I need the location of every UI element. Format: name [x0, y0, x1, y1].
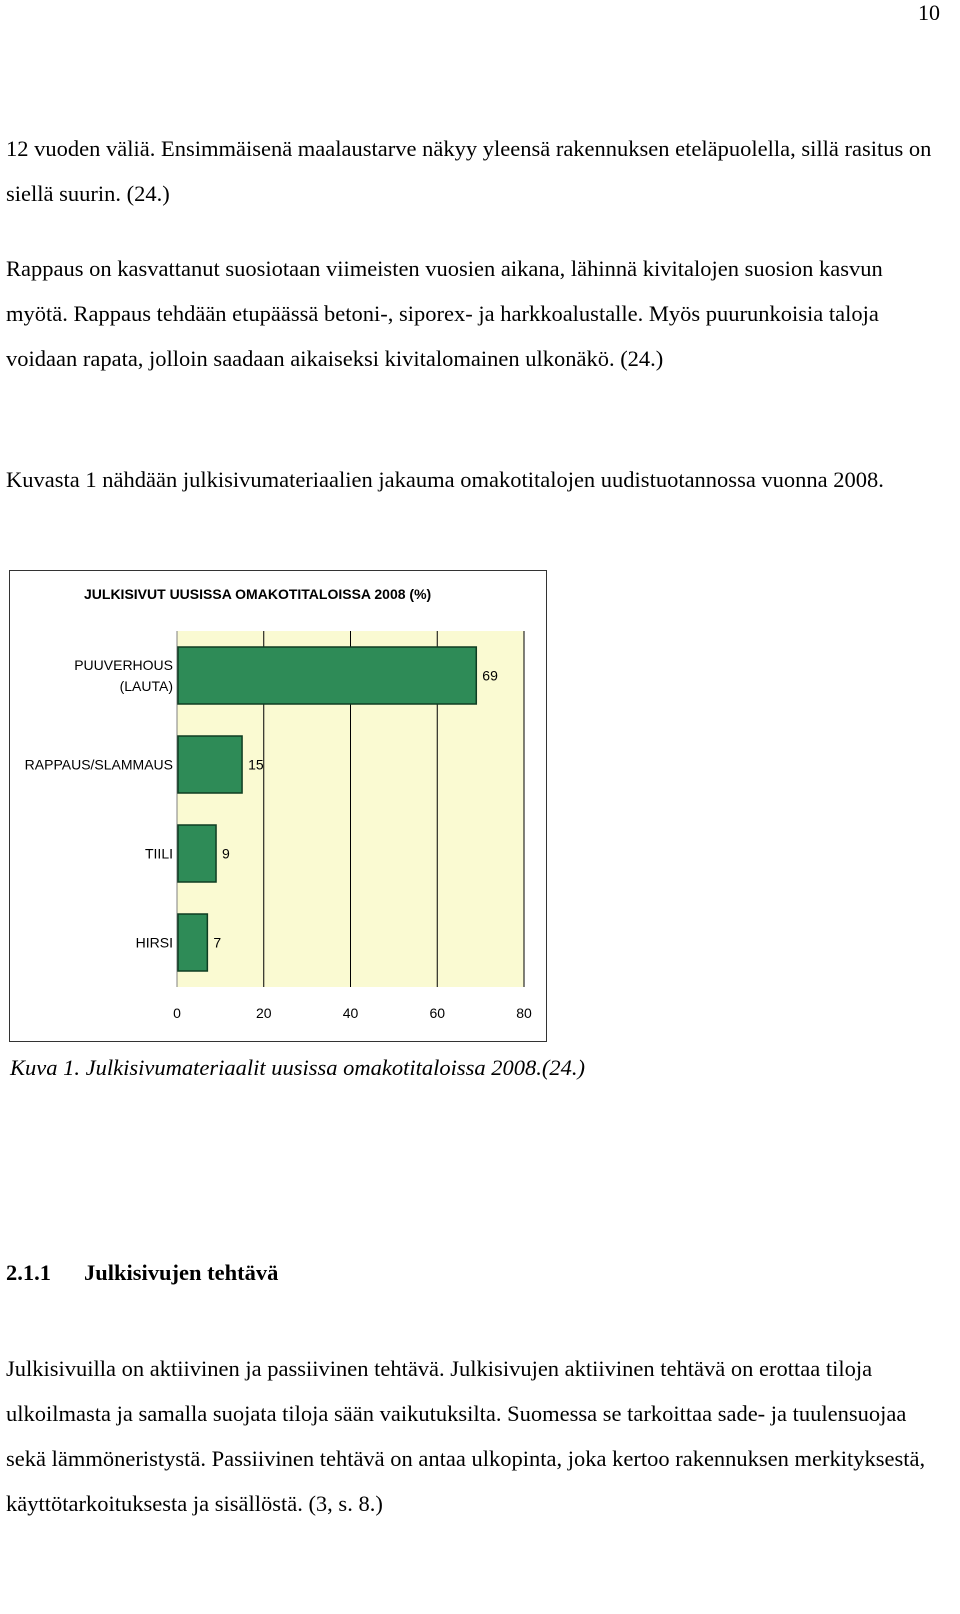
x-tick-label: 80: [516, 1005, 532, 1021]
bar: [178, 736, 242, 793]
category-label: PUUVERHOUS: [74, 657, 173, 673]
section-number: 2.1.1: [6, 1260, 51, 1285]
x-tick-label: 40: [342, 1005, 359, 1021]
paragraph: Rappaus on kasvattanut suosiotaan viimeisten vuosien aikana, lähinnä kivitalojen suosion kasvun myötä. Rappaus tehdään etupäässä betoni-, siporex- ja harkkoalustalle. Myös puurunkoisia taloja voidaan rapata, jolloin saadaan aikaiseksi kivitalomainen ulkonäkö. (24.): [6, 256, 883, 371]
paragraph: Kuvasta 1 nähdään julkisivumateriaalien jakauma omakotitalojen uudistuotannossa vuonna 2008.: [6, 467, 884, 492]
figure-caption: Kuva 1. Julkisivumateriaalit uusissa omakotitaloissa 2008.(24.): [10, 1055, 585, 1080]
section-heading: [6, 1255, 278, 1291]
bar: [178, 825, 216, 882]
category-label: TIILI: [144, 845, 173, 862]
data-label: 7: [213, 934, 222, 951]
category-label: RAPPAUS/SLAMMAUS: [24, 756, 173, 773]
x-tick-label: 60: [429, 1005, 446, 1021]
paragraph: 12 vuoden väliä. Ensimmäisenä maalaustarve näkyy yleensä rakennuksen eteläpuolella, sillä rasitus on siellä suurin. (24.): [6, 136, 932, 206]
x-tick-label: 0: [173, 1005, 181, 1021]
chart-title: JULKISIVUT UUSISSA OMAKOTITALOISSA 2008 (%): [84, 586, 432, 602]
page-number: 10: [918, 0, 940, 25]
data-label: 15: [248, 756, 264, 773]
bar: [178, 647, 476, 704]
category-label: HIRSI: [135, 934, 173, 951]
section-paragraph: Julkisivuilla on aktiivinen ja passiivinen tehtävä. Julkisivujen aktiivinen tehtävä on erottaa tiloja ulkoilmasta ja samalla suojata tiloja sään vaikutuksilta. Suomessa se tarkoittaa sade- ja tuulensuojaa sekä lämmöneristystä. Passiivinen tehtävä on antaa ulkopinta, joka kertoo rakennuksen merkityksestä, käyttötarkoituksesta ja sisällöstä. (3, s. 8.): [6, 1356, 926, 1516]
bar: [178, 914, 207, 971]
data-label: 69: [482, 667, 498, 684]
data-label: 9: [222, 845, 230, 862]
x-tick-label: 20: [255, 1005, 272, 1021]
bar-chart: [10, 571, 546, 1041]
section-title: Julkisivujen tehtävä: [84, 1260, 279, 1285]
category-label: (LAUTA): [119, 678, 173, 694]
figure-1: [9, 570, 547, 1042]
